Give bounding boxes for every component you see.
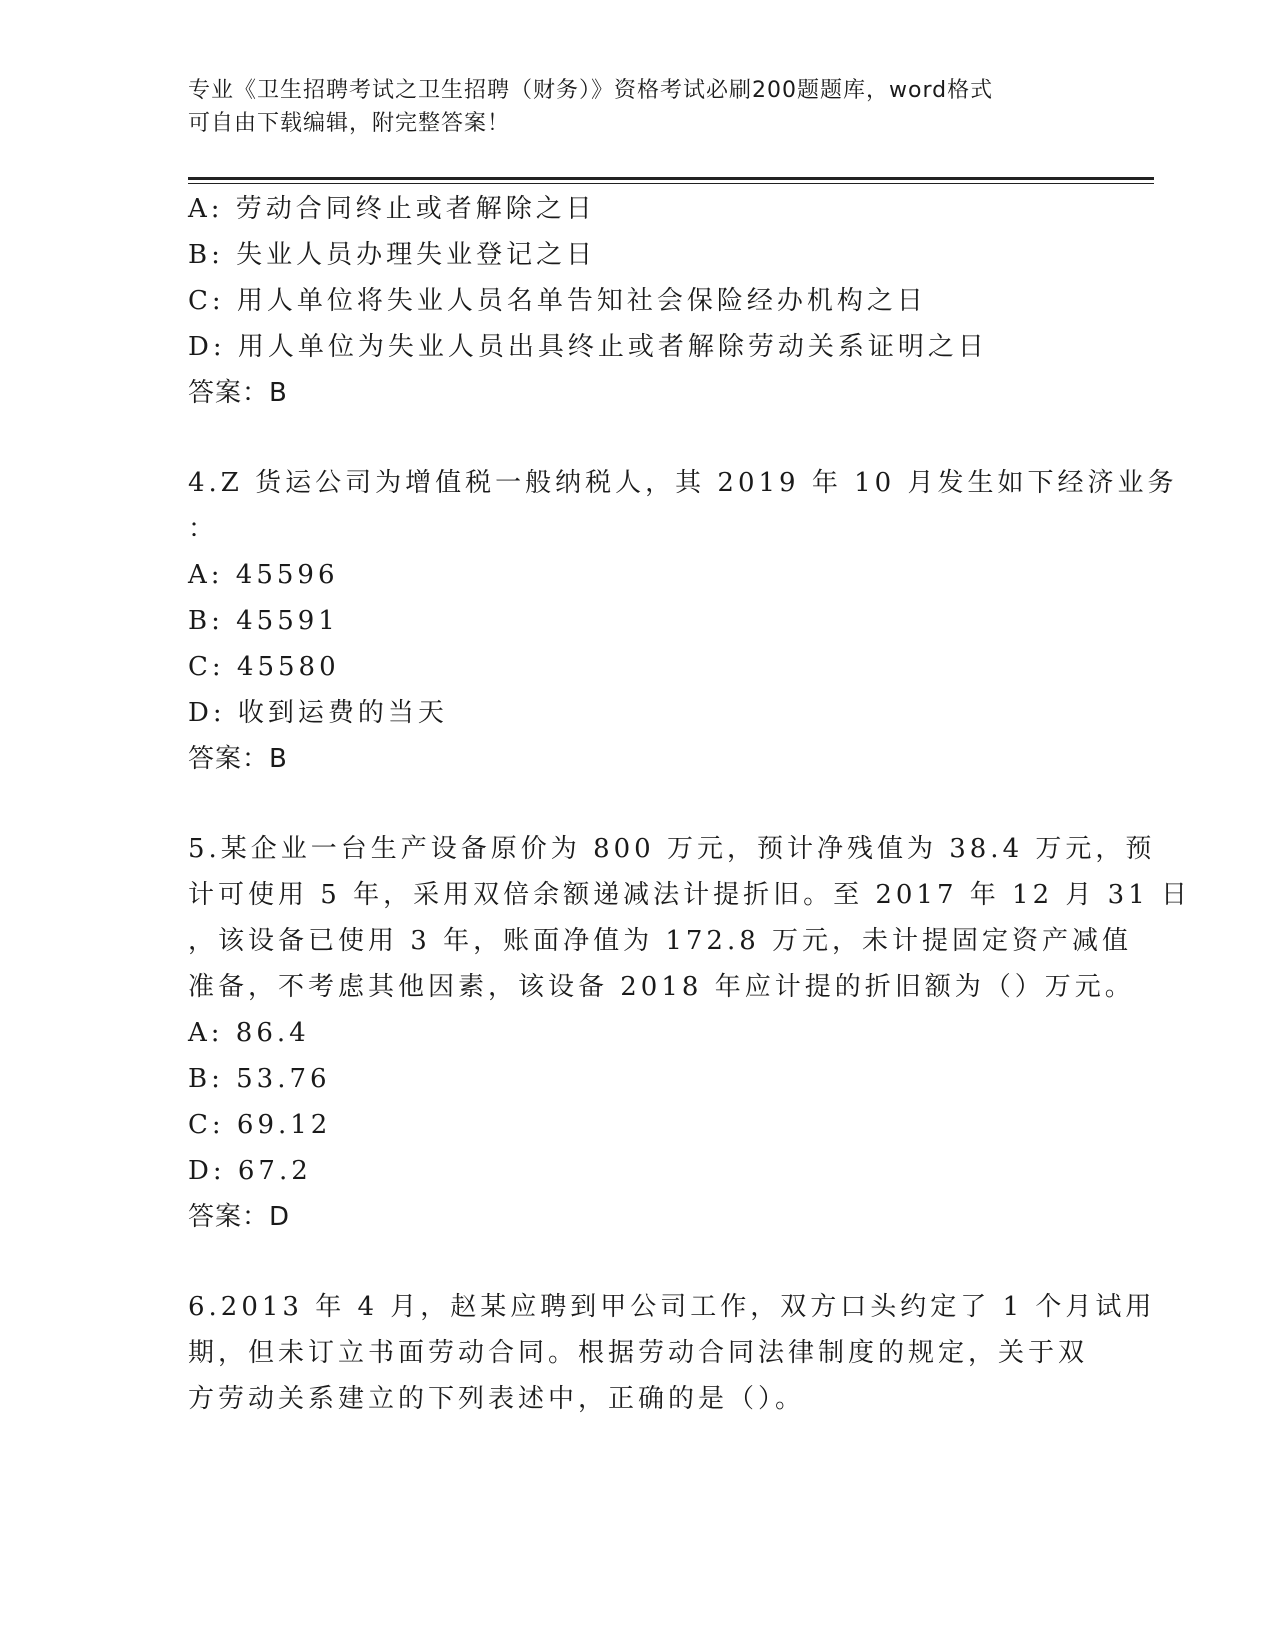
option-d: D: 67.2 <box>188 1156 312 1186</box>
option-d: D: 收到运费的当天 <box>188 698 448 728</box>
option-d: D: 用人单位为失业人员出具终止或者解除劳动关系证明之日 <box>188 332 988 362</box>
question-stem-line: ： <box>188 514 219 544</box>
document-header <box>188 74 1068 140</box>
option-c: C: 用人单位将失业人员名单告知社会保险经办机构之日 <box>188 286 927 316</box>
question-stem-line: 期，但未订立书面劳动合同。根据劳动合同法律制度的规定，关于双 <box>188 1338 1089 1368</box>
option-b: B: 45591 <box>188 606 339 636</box>
question-6 <box>188 1284 1156 1422</box>
question-stem-line: 计可使用 5 年，采用双倍余额递减法计提折旧。至 2017 年 12 月 31 日 <box>188 880 1191 910</box>
question-list <box>188 186 1191 1422</box>
question-5 <box>188 826 1191 1240</box>
header-title-line-2: 可自由下载编辑，附完整答案！ <box>188 111 511 136</box>
question-3 <box>188 186 1088 416</box>
question-stem-line: ，该设备已使用 3 年，账面净值为 172.8 万元，未计提固定资产减值 <box>188 926 1133 956</box>
option-b: B: 53.76 <box>188 1064 331 1094</box>
question-stem-line: 4.Z 货运公司为增值税一般纳税人，其 2019 年 10 月发生如下经济业务 <box>188 468 1178 498</box>
option-c: C: 69.12 <box>188 1110 332 1140</box>
spacer <box>188 416 1088 460</box>
header-divider-thin <box>188 183 1154 184</box>
answer-label: 答案：B <box>188 378 288 408</box>
option-b: B: 失业人员办理失业登记之日 <box>188 240 597 270</box>
option-c: C: 45580 <box>188 652 340 682</box>
option-a: A: 45596 <box>188 560 339 590</box>
question-stem-line: 5.某企业一台生产设备原价为 800 万元，预计净残值为 38.4 万元，预 <box>188 834 1156 864</box>
question-4 <box>188 460 1178 782</box>
answer-label: 答案：B <box>188 744 288 774</box>
header-title-line-1: 专业《卫生招聘考试之卫生招聘（财务）》资格考试必刷200题题库，word格式 <box>188 78 994 103</box>
option-a: A: 劳动合同终止或者解除之日 <box>188 194 596 224</box>
question-stem-line: 6.2013 年 4 月，赵某应聘到甲公司工作，双方口头约定了 1 个月试用 <box>188 1292 1156 1322</box>
question-stem-line: 准备，不考虑其他因素，该设备 2018 年应计提的折旧额为（）万元。 <box>188 972 1135 1002</box>
answer-label: 答案：D <box>188 1202 291 1232</box>
spacer <box>188 782 1088 826</box>
header-divider-thick <box>188 177 1154 180</box>
option-a: A: 86.4 <box>188 1018 310 1048</box>
question-stem-line: 方劳动关系建立的下列表述中，正确的是（）。 <box>188 1384 806 1414</box>
spacer <box>188 1240 1088 1284</box>
